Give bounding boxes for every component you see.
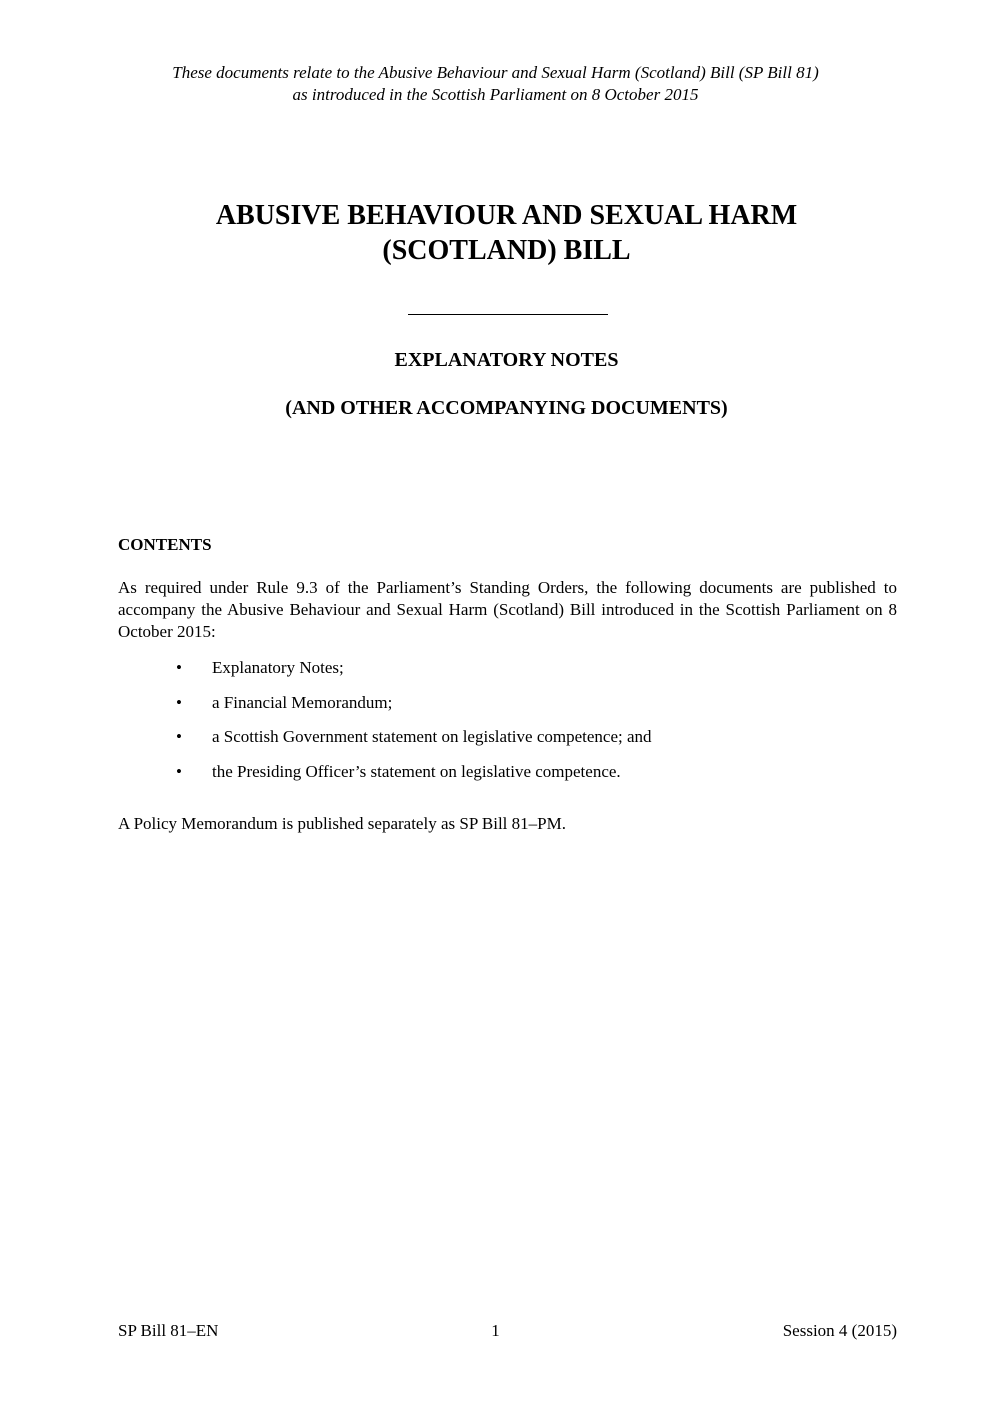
- bullet-icon: •: [176, 727, 182, 746]
- contents-heading: CONTENTS: [118, 535, 212, 554]
- list-item: [118, 761, 652, 796]
- contents-intro-paragraph: As required under Rule 9.3 of the Parliament’s Standing Orders, the following documents are published to accompany the Abusive Behaviour and Sexual Harm (Scotland) Bill introduced in the Scottish Parliament on 8 October 2015:: [118, 578, 897, 641]
- header-note-line-2: as introduced in the Scottish Parliament on 8 October 2015: [292, 85, 699, 104]
- header-note-line-1: These documents relate to the Abusive Behaviour and Sexual Harm (Scotland) Bill (SP Bill 81): [172, 63, 819, 82]
- footer-bill-reference: SP Bill 81–EN: [118, 1321, 219, 1340]
- footer-session: Session 4 (2015): [782, 1321, 897, 1340]
- subtitle-accompanying-documents: (AND OTHER ACCOMPANYING DOCUMENTS): [285, 397, 728, 419]
- document-title: [0, 198, 991, 268]
- bullet-icon: •: [176, 692, 182, 712]
- list-item-text: a Scottish Government statement on legislative competence; and: [212, 727, 652, 746]
- policy-memorandum-note: A Policy Memorandum is published separately as SP Bill 81–PM.: [118, 814, 566, 833]
- header-note: [0, 62, 991, 106]
- list-item: [118, 657, 652, 692]
- list-item: [118, 692, 652, 727]
- title-divider: [408, 314, 608, 315]
- subtitle-explanatory-notes: EXPLANATORY NOTES: [394, 349, 619, 371]
- contents-list: [118, 657, 652, 795]
- list-item-text: Explanatory Notes;: [212, 658, 344, 677]
- bullet-icon: •: [176, 658, 182, 677]
- list-item: [118, 726, 652, 761]
- list-item-text: the Presiding Officer’s statement on legislative competence.: [212, 761, 621, 781]
- list-item-text: a Financial Memorandum;: [212, 692, 393, 712]
- title-line-1: ABUSIVE BEHAVIOUR AND SEXUAL HARM: [215, 200, 798, 231]
- title-line-2: (SCOTLAND) BILL: [382, 235, 631, 266]
- footer-page-number: 1: [491, 1321, 500, 1340]
- bullet-icon: •: [176, 761, 182, 781]
